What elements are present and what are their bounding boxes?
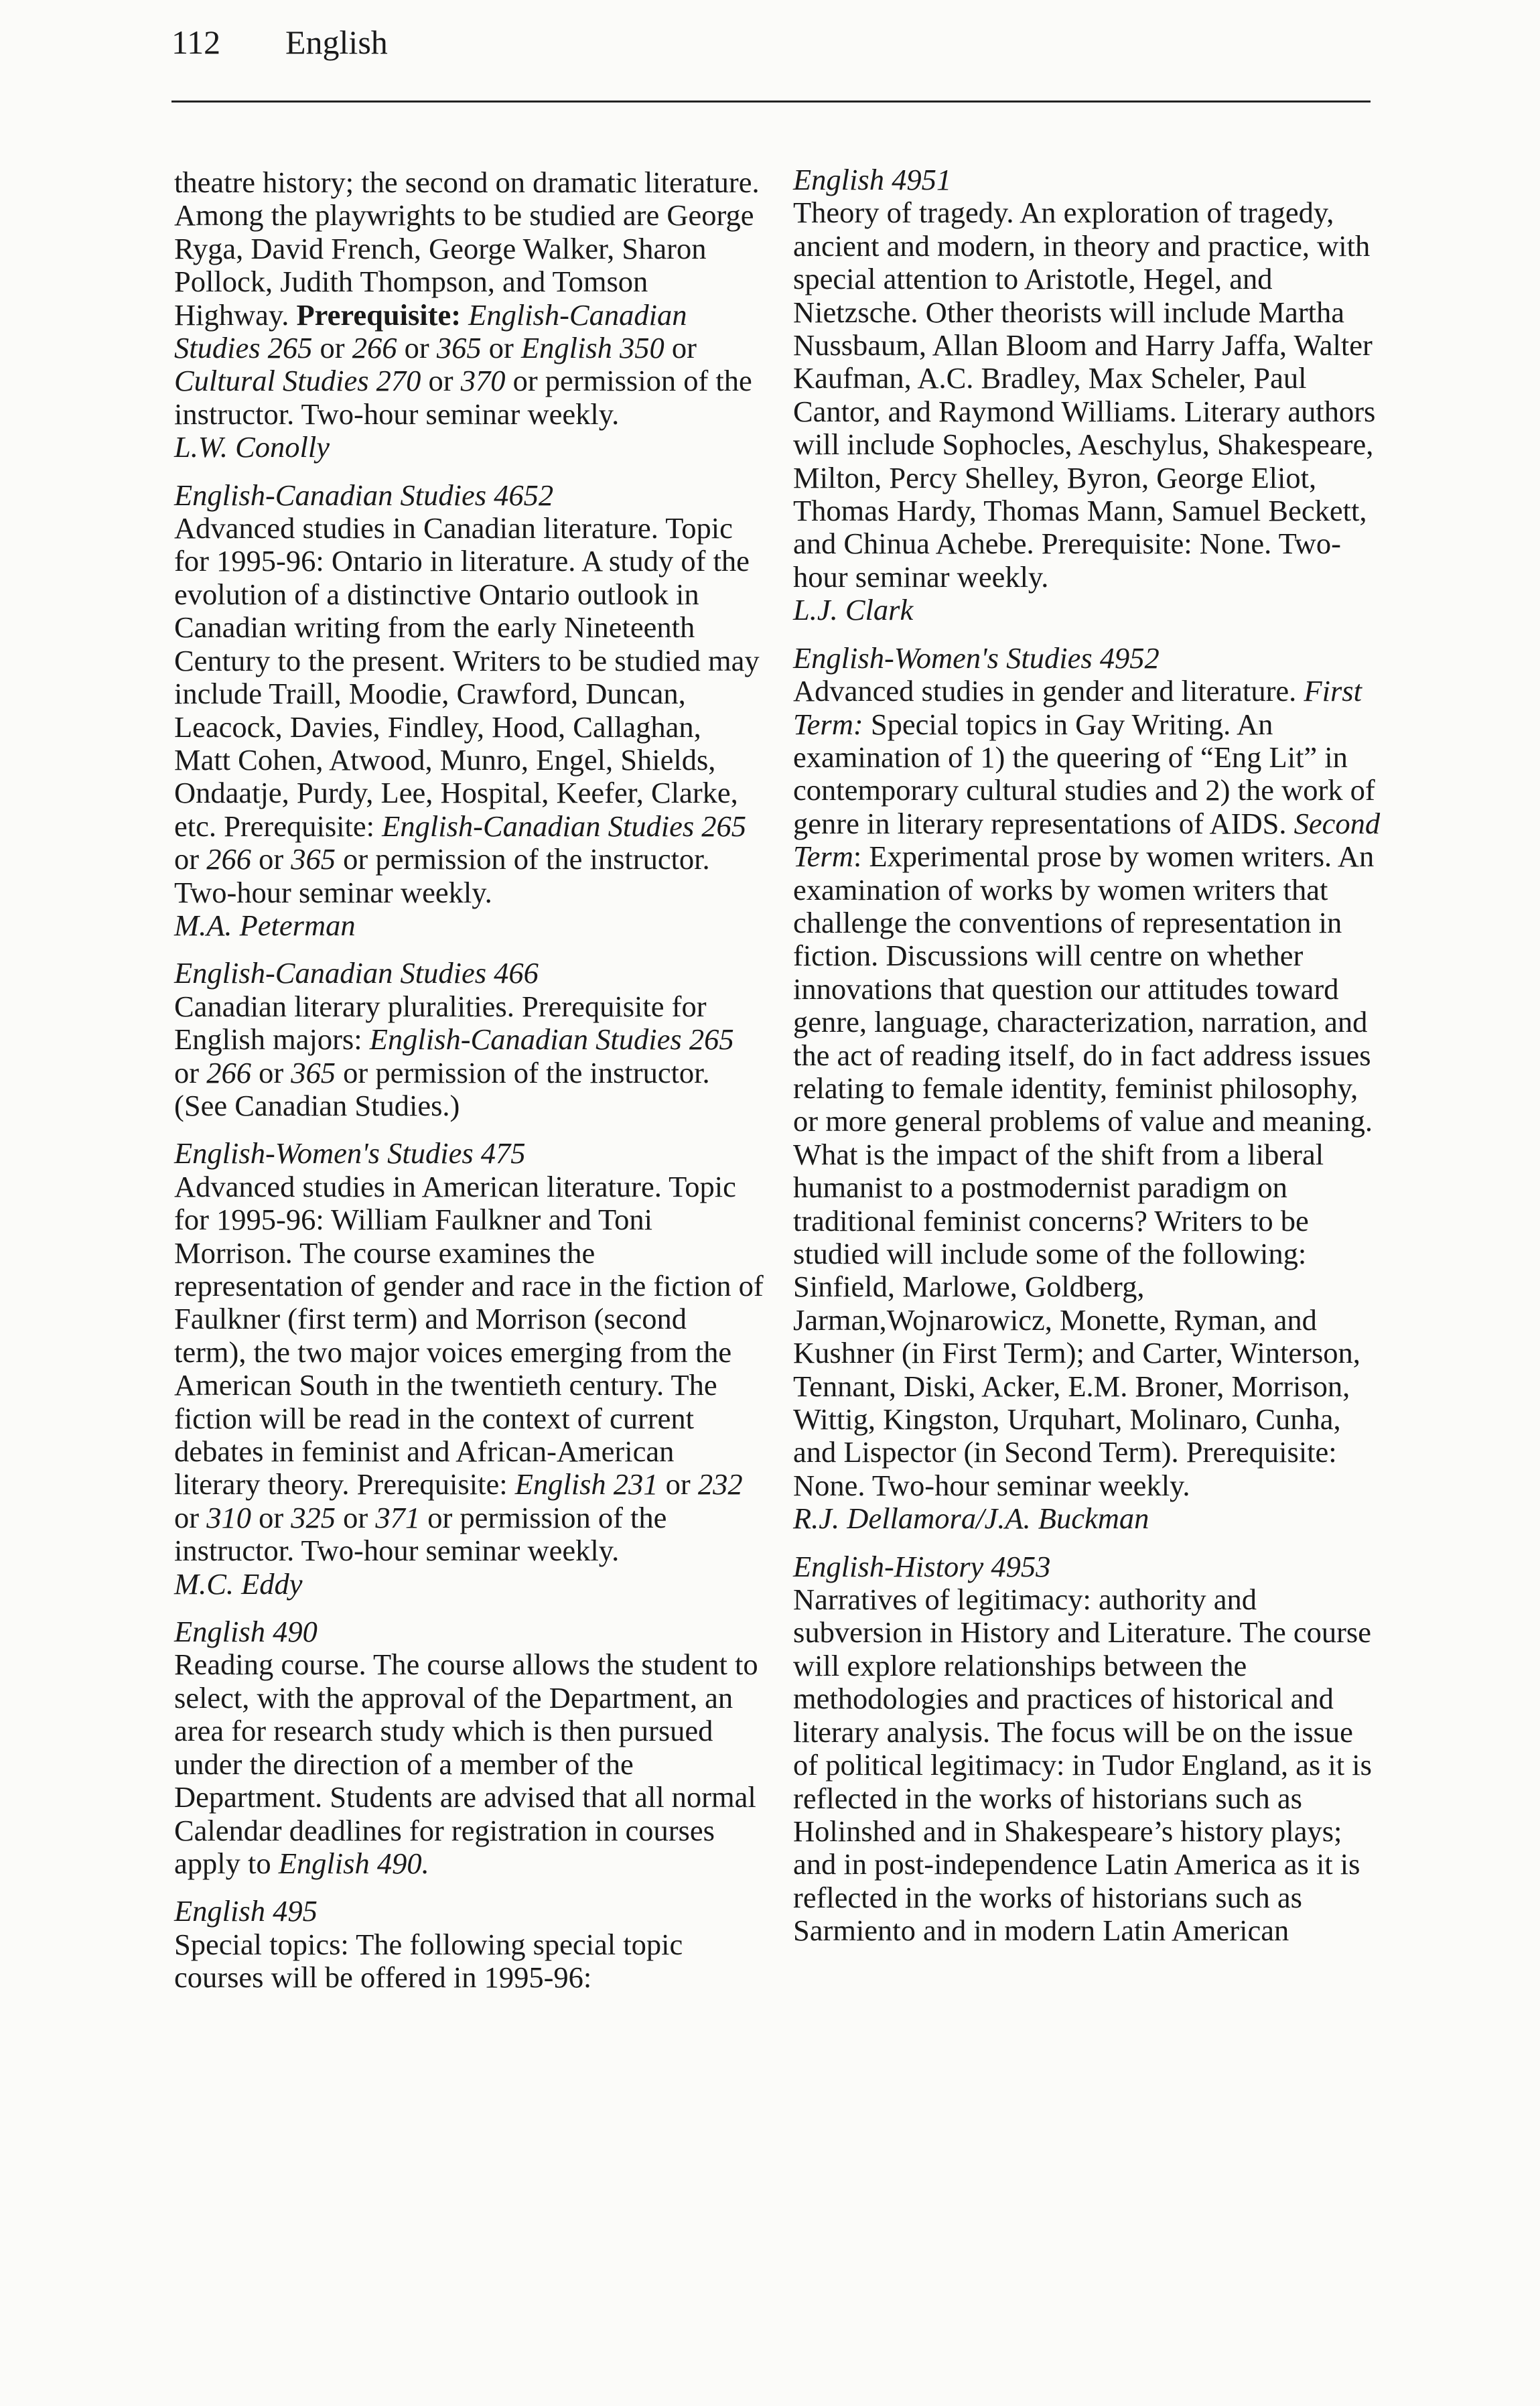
text-run: or <box>312 331 352 365</box>
text-run: Advanced studies in American literature. Topic for 1995-96: William Faulkner and Toni Morrison. The course examines the representation of gender and race in the fiction of Faulkner (first term) and Morrison (second term), the two major voices emerging from the American South in the twentieth century. The fiction will be read in the context of current debates in feminist and African-American literary theory. Prerequisite: <box>174 1169 764 1501</box>
course-description <box>793 675 1383 1502</box>
text-run: First Term: <box>793 674 1362 741</box>
text-run: Cultural Studies 270 <box>174 364 421 398</box>
course-entry <box>174 1615 764 1880</box>
left-column <box>174 166 764 2009</box>
text-run: or <box>251 1500 291 1534</box>
text-run: Advanced studies in gender and literature. <box>793 674 1304 708</box>
text-run: or <box>658 1467 698 1501</box>
text-run: Second Term <box>793 806 1381 874</box>
text-run: theatre history; the second on dramatic literature. Among the playwrights to be studied are George Ryga, David French, George Walker, Sharon Pollock, Judith Thompson, and Tomson Highway. <box>174 165 760 332</box>
course-description <box>174 1648 764 1880</box>
text-run: 365 <box>436 331 482 365</box>
text-run: Special topics in Gay Writing. An examination of 1) the queering of “Eng Lit” in contemporary cultural studies and 2) the work of genre in literary representations of AIDS. <box>793 707 1375 840</box>
text-run: Narratives of legitimacy: authority and subversion in History and Literature. The course will explore relationships between the methodologies and practices of historical and literary analysis. The focus will be on the issue of political legitimacy: in Tudor England, as it is reflected in the works of historians such as Holinshed and in Shakespeare’s history plays; and in post-independence Latin America as it is reflected in the works of historians such as Sarmiento and in modern Latin American <box>793 1583 1372 1948</box>
course-description <box>793 1583 1383 1947</box>
text-run: 232 <box>697 1467 743 1501</box>
course-title: English-History 4953 <box>793 1549 1051 1583</box>
course-description <box>174 1928 764 1995</box>
course-title: English-Canadian Studies 4652 <box>174 478 554 512</box>
text-run: Theory of tragedy. An exploration of tragedy, ancient and modern, in theory and practice, with special attention to Aristotle, Hegel, and Nietzsche. Other theorists will include Martha Nussbaum, Allan Bloom and Harry Jaffa, Walter Kaufman, A.C. Bradley, Max Scheler, Paul Cantor, and Raymond Williams. Literary authors will include Sophocles, Aeschylus, Shakespeare, Milton, Percy Shelley, Byron, George Eliot, Thomas Hardy, Thomas Mann, Samuel Beckett, and Chinua Achebe. Prerequisite: None. Two-hour seminar weekly. <box>793 196 1376 594</box>
course-description <box>174 990 764 1123</box>
text-run: English-Canadian Studies 265 <box>382 809 747 843</box>
text-run: 365 <box>291 1055 336 1089</box>
course-entry <box>174 1895 764 1994</box>
course-title: English 490 <box>174 1615 318 1649</box>
text-run: or <box>664 331 697 365</box>
text-run: or <box>481 331 521 365</box>
course-entry <box>793 1550 1383 1948</box>
text-run: or permission of the instructor. (See Canadian Studies.) <box>174 1055 710 1122</box>
course-instructor: M.A. Peterman <box>174 908 356 942</box>
page-number: 112 <box>171 23 221 61</box>
text-run: or <box>174 1500 207 1534</box>
text-run: or permission of the instructor. Two-hour seminar weekly. <box>174 364 752 431</box>
course-title: English 495 <box>174 1894 318 1928</box>
text-run: Prerequisite: <box>296 297 469 332</box>
text-run: English 490. <box>278 1846 429 1880</box>
course-description <box>174 1171 764 1568</box>
text-run: 310 <box>206 1500 251 1534</box>
text-run: : Experimental prose by women writers. An examination of works by women writers that challenge the conventions of representation in fiction. Discussions will centre on whether innovations that question our attitudes toward genre, language, characterization, narration, and the act of reading itself, do in fact address issues relating to female identity, feminist philosophy, or more general problems of value and meaning. What is the impact of the shift from a liberal humanist to a postmodernist paradigm on traditional feminist concerns? Writers to be studied will include some of the following: Sinfield, Marlowe, Goldberg, Jarman,Wojnarowicz, Monette, Ryman, and Kushner (in First Term); and Carter, Winterson, Tennant, Diski, Acker, E.M. Broner, Morrison, Wittig, Kingston, Urquhart, Molinaro, Cunha, and Lispector (in Second Term). Prerequisite: None. Two-hour seminar weekly. <box>793 840 1375 1502</box>
course-description <box>793 196 1383 594</box>
course-entry <box>793 642 1383 1536</box>
course-entry <box>174 479 764 943</box>
text-run: or <box>251 842 291 876</box>
header-rule <box>171 101 1371 103</box>
text-run: English-Canadian Studies 265 <box>369 1022 734 1057</box>
text-run: 370 <box>460 364 506 398</box>
course-title: English-Women's Studies 475 <box>174 1136 526 1171</box>
text-run: or <box>397 331 437 365</box>
text-run: or <box>174 1055 207 1089</box>
text-run: English-Canadian Studies 265 <box>174 297 687 365</box>
text-run: or <box>174 842 207 876</box>
course-title: English-Women's Studies 4952 <box>793 641 1160 675</box>
section-title: English <box>285 23 388 61</box>
course-description <box>174 166 764 431</box>
text-run: Reading course. The course allows the student to select, with the approval of the Department, an area for research study which is then pursued under the direction of a member of the Department. Students are advised that all normal Calendar deadlines for registration in courses apply to <box>174 1648 758 1880</box>
course-entry <box>174 957 764 1122</box>
text-run: or <box>336 1500 376 1534</box>
text-run: Special topics: The following special topic courses will be offered in 1995-96: <box>174 1927 683 1995</box>
course-instructor: L.W. Conolly <box>174 430 330 464</box>
text-run: English 231 <box>514 1467 658 1501</box>
course-title: English 4951 <box>793 163 952 196</box>
right-column <box>793 163 1383 1962</box>
text-run: English 350 <box>520 331 664 365</box>
course-entry <box>174 1137 764 1601</box>
text-run: Advanced studies in Canadian literature. Topic for 1995-96: Ontario in literature. A study of the evolution of a distinctive Ontario outlook in Canadian writing from the early Nineteenth Century to the present. Writers to be studied may include Traill, Moodie, Crawford, Duncan, Leacock, Davies, Findley, Hood, Callaghan, Matt Cohen, Atwood, Munro, Engel, Shields, Ondaatje, Purdy, Lee, Hospital, Keefer, Clarke, etc. Prerequisite: <box>174 511 760 843</box>
text-run: or <box>251 1055 291 1089</box>
text-run: or <box>421 364 461 398</box>
text-run: 325 <box>291 1500 336 1534</box>
text-run: 266 <box>352 331 397 365</box>
text-run: 365 <box>291 842 336 876</box>
course-description <box>174 512 764 909</box>
text-run: 371 <box>375 1500 421 1534</box>
text-run: Canadian literary pluralities. Prerequisite for English majors: <box>174 989 707 1057</box>
text-run: or permission of the instructor. Two-hour seminar weekly. <box>174 842 710 909</box>
text-run: 266 <box>206 842 251 876</box>
text-run: 266 <box>206 1055 251 1089</box>
course-entry <box>793 163 1383 627</box>
course-title: English-Canadian Studies 466 <box>174 956 539 990</box>
course-instructor: L.J. Clark <box>793 593 914 627</box>
course-instructor: M.C. Eddy <box>174 1566 303 1601</box>
text-run: or permission of the instructor. Two-hour seminar weekly. <box>174 1500 667 1568</box>
course-entry-continuation <box>174 166 764 464</box>
page-header <box>171 20 1371 64</box>
course-instructor: R.J. Dellamora/J.A. Buckman <box>793 1501 1149 1536</box>
